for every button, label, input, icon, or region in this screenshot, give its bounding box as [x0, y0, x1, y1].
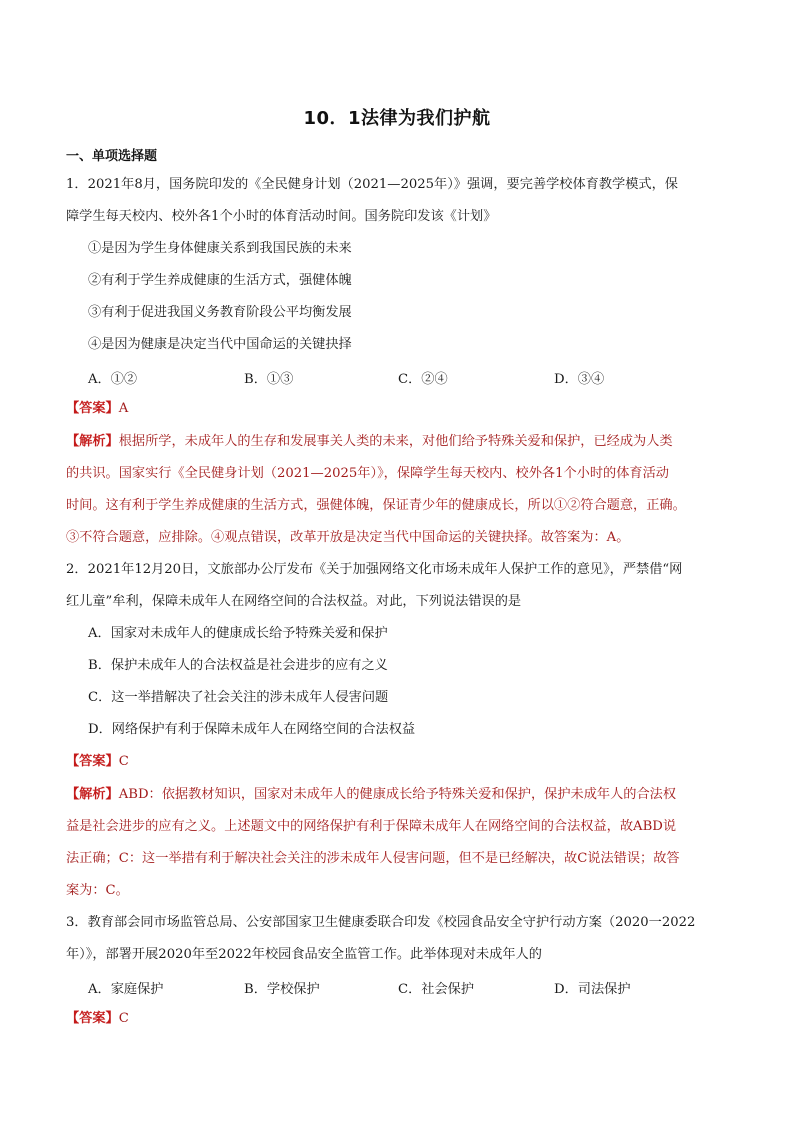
analysis-tag: 【解析】 [66, 787, 119, 802]
q1-analysis-line-1 [66, 433, 673, 451]
q2-stem-line-1: 2．2021年12月20日，文旅部办公厅发布《关于加强网络文化市场未成年人保护工作的意见》，严禁借“网 [66, 562, 683, 577]
q1-option-b: B．①③ [244, 372, 294, 387]
q2-analysis-line-1 [66, 786, 676, 804]
q1-analysis-line-3: 时间。这有利于学生养成健康的生活方式，强健体魄，保证青少年的健康成长，所以①②符合题意，正确。 [66, 498, 686, 513]
q1-item-1: ①是因为学生身体健康关系到我国民族的未来 [88, 241, 352, 256]
q3-option-d: D．司法保护 [554, 982, 631, 997]
q1-answer-value: A [118, 401, 129, 416]
q1-answer [66, 400, 128, 418]
q3-answer [66, 1010, 129, 1028]
q3-option-a: A．家庭保护 [88, 982, 164, 997]
q1-analysis-line-2: 的共识。国家实行《全民健身计划（2021—2025年）》，保障学生每天校内、校外各1个小时的体育活动 [66, 466, 669, 481]
q3-option-b: B．学校保护 [244, 982, 320, 997]
q2-option-b: B．保护未成年人的合法权益是社会进步的应有之义 [88, 658, 388, 673]
q2-option-c: C．这一举措解决了社会关注的涉未成年人侵害问题 [88, 690, 389, 705]
q1-item-2: ②有利于学生养成健康的生活方式，强健体魄 [88, 273, 352, 288]
q2-answer [66, 753, 129, 771]
q2-analysis-line-2: 益是社会进步的应有之义。上述题文中的网络保护有利于保障未成年人在网络空间的合法权益，故ABD说 [66, 819, 677, 834]
q3-answer-value: C [118, 1011, 129, 1026]
q3-stem-line-2: 年）》，部署开展2020年至2022年校园食品安全监管工作。此举体现对未成年人的 [66, 947, 542, 962]
q1-option-c: C．②④ [398, 372, 448, 387]
q1-option-a: A．①② [88, 372, 138, 387]
q3-option-c: C．社会保护 [398, 982, 475, 997]
q1-analysis-text-1: 根据所学，未成年人的生存和发展事关人类的未来，对他们给予特殊关爱和保护，已经成为人类 [118, 434, 673, 449]
q2-option-d: D．网络保护有利于保障未成年人在网络空间的合法权益 [88, 722, 416, 737]
q1-item-4: ④是因为健康是决定当代中国命运的关键抉择 [88, 337, 352, 352]
q1-option-d: D．③④ [554, 372, 605, 387]
q1-analysis-line-4: ③不符合题意，应排除。④观点错误，改革开放是决定当代中国命运的关键抉择。故答案为：A。 [66, 530, 630, 545]
q2-analysis-line-3: 法正确；C：这一举措有利于解决社会关注的涉未成年人侵害问题，但不是已经解决，故C说法错误；故答 [66, 851, 680, 866]
q2-analysis-line-4: 案为：C。 [66, 883, 129, 898]
q2-answer-value: C [118, 754, 129, 769]
q2-stem-line-2: 红儿童”牟利，保障未成年人在网络空间的合法权益。对此，下列说法错误的是 [66, 594, 522, 609]
section-heading: 一、单项选择题 [66, 149, 158, 164]
analysis-tag: 【解析】 [66, 434, 119, 449]
answer-tag: 【答案】 [66, 1011, 119, 1026]
q2-analysis-text-1: ABD：依据教材知识，国家对未成年人的健康成长给予特殊关爱和保护，保护未成年人的合法权 [118, 787, 677, 802]
answer-tag: 【答案】 [66, 754, 119, 769]
page-title: 10．1法律为我们护航 [303, 108, 491, 129]
q1-item-3: ③有利于促进我国义务教育阶段公平均衡发展 [88, 305, 352, 320]
answer-tag: 【答案】 [66, 401, 119, 416]
q2-option-a: A．国家对未成年人的健康成长给予特殊关爱和保护 [88, 626, 388, 641]
q1-stem-line-1: 1．2021年8月，国务院印发的《全民健身计划（2021—2025年）》强调，要完善学校体育教学模式，保 [66, 177, 678, 192]
q1-stem-line-2: 障学生每天校内、校外各1个小时的体育活动时间。国务院印发该《计划》 [66, 209, 497, 224]
q3-stem-line-1: 3．教育部会同市场监管总局、公安部国家卫生健康委联合印发《校园食品安全守护行动方案（2020一2022 [66, 915, 696, 930]
